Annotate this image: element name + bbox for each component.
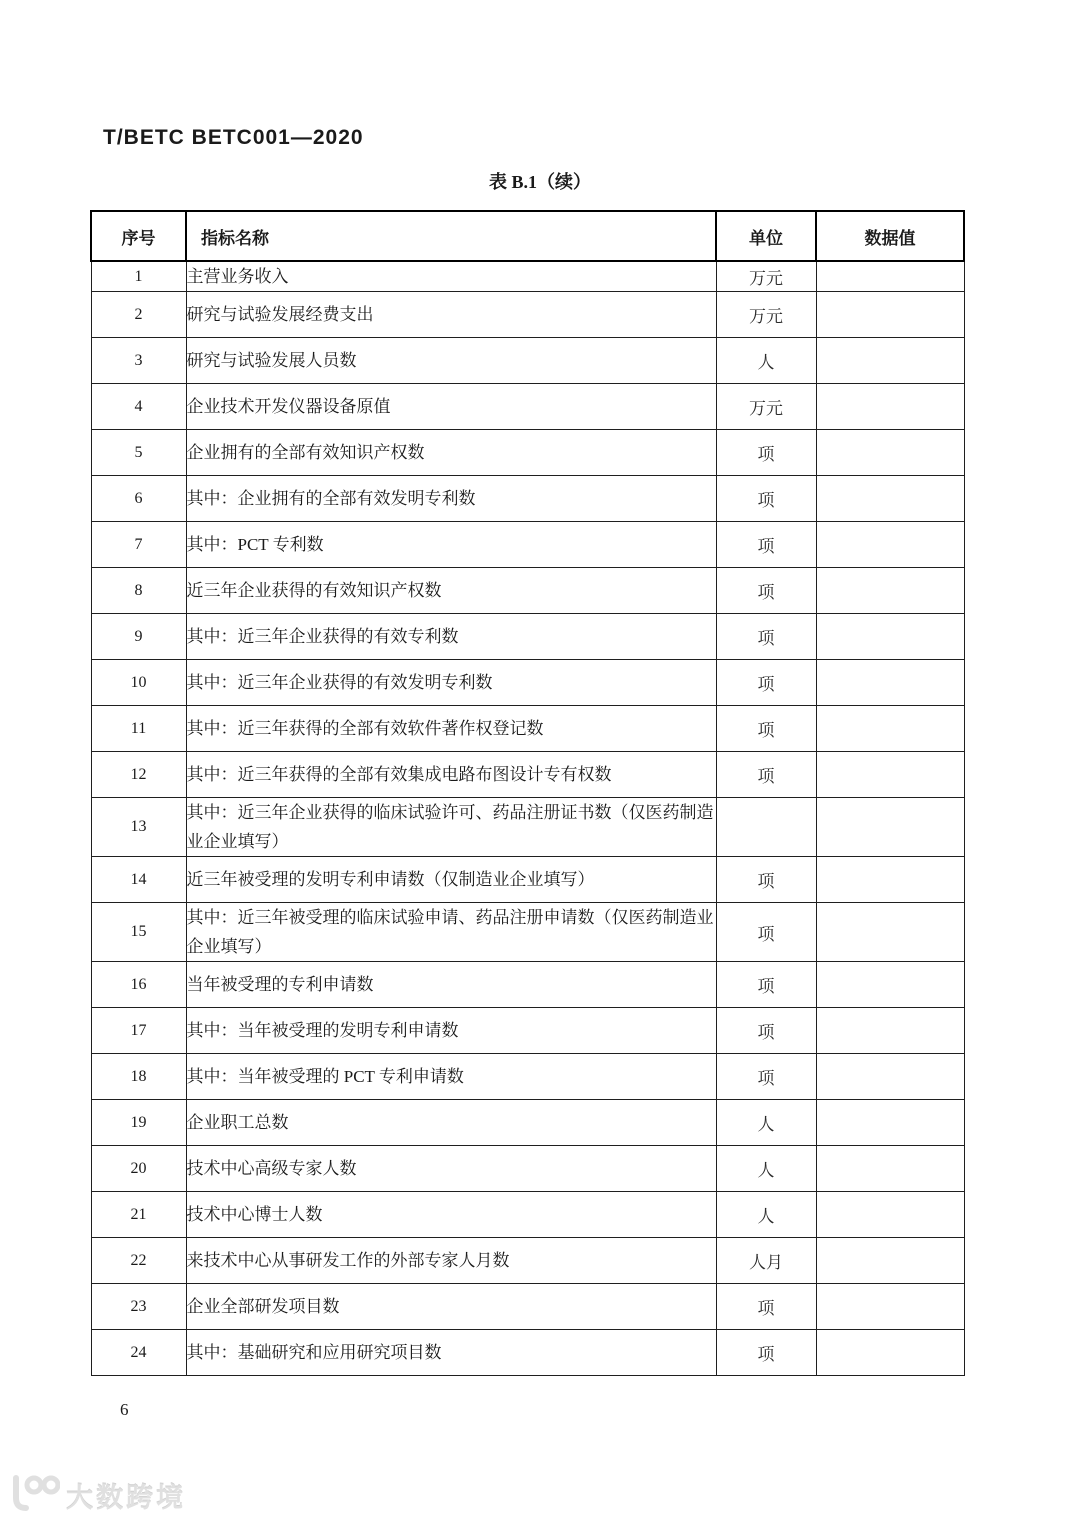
cell-data-value: [816, 292, 964, 338]
cell-data-value: [816, 261, 964, 292]
cell-indicator-name: 其中：近三年获得的全部有效软件著作权登记数: [186, 706, 716, 752]
cell-indicator-name: 主营业务收入: [186, 261, 716, 292]
cell-data-value: [816, 522, 964, 568]
cell-unit: 项: [716, 1330, 816, 1376]
cell-serial-number: 20: [91, 1146, 186, 1192]
cell-serial-number: 3: [91, 338, 186, 384]
cell-data-value: [816, 857, 964, 903]
watermark: [8, 1472, 186, 1519]
cell-data-value: [816, 384, 964, 430]
cell-indicator-name: 研究与试验发展人员数: [186, 338, 716, 384]
cell-indicator-name: 其中：当年被受理的发明专利申请数: [186, 1008, 716, 1054]
cell-indicator-name: 其中：基础研究和应用研究项目数: [186, 1330, 716, 1376]
cell-unit: 项: [716, 568, 816, 614]
cell-data-value: [816, 798, 964, 857]
table-body: [91, 261, 964, 1376]
cell-serial-number: 19: [91, 1100, 186, 1146]
cell-serial-number: 12: [91, 752, 186, 798]
cell-unit: 项: [716, 962, 816, 1008]
table-header-row: [91, 211, 964, 261]
table-row: [91, 1330, 964, 1376]
cell-unit: 万元: [716, 384, 816, 430]
cell-unit: 项: [716, 1284, 816, 1330]
standard-code: T/BETC BETC001—2020: [103, 126, 364, 149]
cell-serial-number: 23: [91, 1284, 186, 1330]
cell-unit: 项: [716, 614, 816, 660]
cell-serial-number: 10: [91, 660, 186, 706]
cell-indicator-name: 其中：PCT 专利数: [186, 522, 716, 568]
cell-indicator-name: 其中：近三年获得的全部有效集成电路布图设计专有权数: [186, 752, 716, 798]
table-row: [91, 1008, 964, 1054]
cell-data-value: [816, 1238, 964, 1284]
cell-serial-number: 9: [91, 614, 186, 660]
cell-data-value: [816, 903, 964, 962]
cell-indicator-name: 来技术中心从事研发工作的外部专家人月数: [186, 1238, 716, 1284]
table-row: [91, 1238, 964, 1284]
table-row: [91, 476, 964, 522]
cell-unit: 项: [716, 522, 816, 568]
table-row: [91, 903, 964, 962]
watermark-text: 大数跨境: [66, 1483, 186, 1513]
cell-data-value: [816, 1008, 964, 1054]
cell-unit: 万元: [716, 292, 816, 338]
col-header-unit: 单位: [716, 211, 816, 261]
cell-unit: 项: [716, 1054, 816, 1100]
cell-indicator-name: 技术中心博士人数: [186, 1192, 716, 1238]
cell-unit: 项: [716, 706, 816, 752]
cell-indicator-name: 企业全部研发项目数: [186, 1284, 716, 1330]
cell-indicator-name: 研究与试验发展经费支出: [186, 292, 716, 338]
cell-serial-number: 13: [91, 798, 186, 857]
cell-serial-number: 16: [91, 962, 186, 1008]
cell-unit: [716, 798, 816, 857]
cell-indicator-name: 其中：近三年被受理的临床试验申请、药品注册申请数（仅医药制造业企业填写）: [186, 903, 716, 962]
cell-serial-number: 15: [91, 903, 186, 962]
table-row: [91, 1146, 964, 1192]
cell-data-value: [816, 614, 964, 660]
cell-indicator-name: 近三年被受理的发明专利申请数（仅制造业企业填写）: [186, 857, 716, 903]
table-row: [91, 1054, 964, 1100]
cell-serial-number: 5: [91, 430, 186, 476]
table-row: [91, 384, 964, 430]
table-row: [91, 292, 964, 338]
cell-data-value: [816, 476, 964, 522]
cell-indicator-name: 其中：企业拥有的全部有效发明专利数: [186, 476, 716, 522]
cell-serial-number: 8: [91, 568, 186, 614]
cell-data-value: [816, 1330, 964, 1376]
table-row: [91, 430, 964, 476]
cell-unit: 人: [716, 1192, 816, 1238]
cell-indicator-name: 企业职工总数: [186, 1100, 716, 1146]
cell-serial-number: 22: [91, 1238, 186, 1284]
cell-serial-number: 18: [91, 1054, 186, 1100]
cell-serial-number: 17: [91, 1008, 186, 1054]
cell-unit: 人: [716, 1100, 816, 1146]
table-row: [91, 522, 964, 568]
cell-unit: 项: [716, 1008, 816, 1054]
cell-unit: 项: [716, 903, 816, 962]
indicator-table: [90, 210, 965, 1376]
col-header-value: 数据值: [816, 211, 964, 261]
table-title: 表 B.1（续）: [488, 172, 591, 192]
cell-unit: 万元: [716, 261, 816, 292]
cell-indicator-name: 当年被受理的专利申请数: [186, 962, 716, 1008]
cell-indicator-name: 企业技术开发仪器设备原值: [186, 384, 716, 430]
cell-unit: 人: [716, 338, 816, 384]
cell-indicator-name: 企业拥有的全部有效知识产权数: [186, 430, 716, 476]
cell-serial-number: 6: [91, 476, 186, 522]
cell-unit: 项: [716, 476, 816, 522]
cell-indicator-name: 其中：近三年企业获得的有效发明专利数: [186, 660, 716, 706]
cell-serial-number: 2: [91, 292, 186, 338]
cell-unit: 人: [716, 1146, 816, 1192]
table-row: [91, 857, 964, 903]
cell-data-value: [816, 430, 964, 476]
cell-unit: 项: [716, 430, 816, 476]
watermark-100-glasses-icon: [8, 1472, 60, 1519]
table-row: [91, 614, 964, 660]
cell-data-value: [816, 962, 964, 1008]
table-row: [91, 798, 964, 857]
cell-serial-number: 1: [91, 261, 186, 292]
cell-indicator-name: 近三年企业获得的有效知识产权数: [186, 568, 716, 614]
cell-indicator-name: 其中：当年被受理的 PCT 专利申请数: [186, 1054, 716, 1100]
cell-data-value: [816, 1146, 964, 1192]
cell-unit: 人月: [716, 1238, 816, 1284]
col-header-name: 指标名称: [186, 211, 716, 261]
cell-data-value: [816, 660, 964, 706]
col-header-no: 序号: [91, 211, 186, 261]
table-row: [91, 962, 964, 1008]
cell-data-value: [816, 752, 964, 798]
cell-serial-number: 24: [91, 1330, 186, 1376]
table-row: [91, 338, 964, 384]
cell-data-value: [816, 1054, 964, 1100]
cell-serial-number: 21: [91, 1192, 186, 1238]
table-row: [91, 660, 964, 706]
cell-serial-number: 11: [91, 706, 186, 752]
table-row: [91, 1192, 964, 1238]
cell-data-value: [816, 1100, 964, 1146]
cell-indicator-name: 其中：近三年企业获得的临床试验许可、药品注册证书数（仅医药制造业企业填写）: [186, 798, 716, 857]
cell-serial-number: 14: [91, 857, 186, 903]
table-row: [91, 1100, 964, 1146]
table-row: [91, 1284, 964, 1330]
cell-indicator-name: 其中：近三年企业获得的有效专利数: [186, 614, 716, 660]
cell-data-value: [816, 1284, 964, 1330]
cell-data-value: [816, 1192, 964, 1238]
cell-serial-number: 7: [91, 522, 186, 568]
table-row: [91, 568, 964, 614]
cell-unit: 项: [716, 660, 816, 706]
page-number: 6: [120, 1400, 129, 1419]
table-row: [91, 752, 964, 798]
cell-data-value: [816, 706, 964, 752]
cell-indicator-name: 技术中心高级专家人数: [186, 1146, 716, 1192]
cell-data-value: [816, 568, 964, 614]
cell-serial-number: 4: [91, 384, 186, 430]
cell-unit: 项: [716, 752, 816, 798]
cell-unit: 项: [716, 857, 816, 903]
cell-data-value: [816, 338, 964, 384]
table-row: [91, 261, 964, 292]
table-row: [91, 706, 964, 752]
